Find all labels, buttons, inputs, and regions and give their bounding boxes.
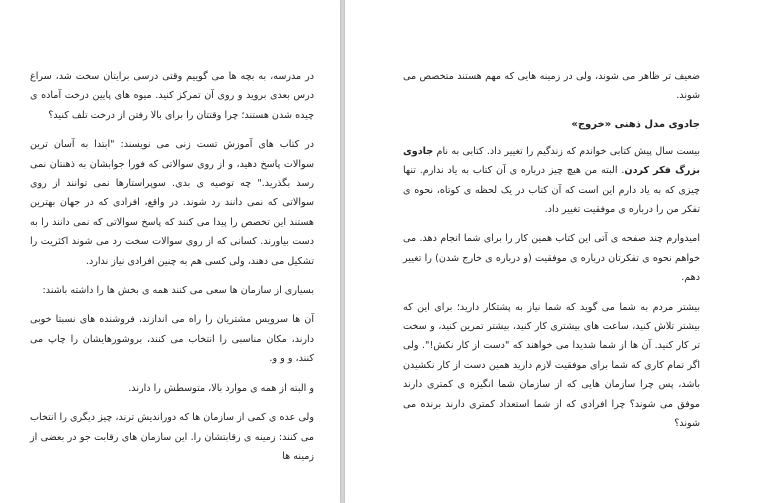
paragraph-1: در مدرسه، به بچه ها می گوییم وقتی درسی برایتان سخت شد، سراغ درس بعدی بروید و روی آن تمرکز کنید. میوه های پایین درخت آماده ی چیده شدن هستند؛ چرا وقتتان را برای بالا رفتن از درخت تلف کنید؟ — [30, 71, 314, 121]
text-column-right — [403, 67, 700, 444]
paragraph-3: بسیاری از سازمان ها سعی می کنند همه ی بخش ها را داشته باشند: — [42, 285, 314, 297]
paragraph-book — [403, 142, 700, 220]
book-text-before: بیست سال پیش کتابی خواندم که زندگیم را تغییر داد. کتابی به نام — [433, 145, 700, 157]
section-heading: جادوی مدل ذهنی «خروج» — [571, 118, 700, 130]
document-page-left — [0, 0, 340, 503]
paragraph-2: در کتاب های آموزش تست زنی می نویسند: "ابتدا به آسان ترین سوالات پاسخ دهید، و از روی سوالاتی که فورا جوابشان به ذهنتان نمی رسد بگذرید." چه توصیه ی بدی. سوپراستارها نمی توانند از روی سوالاتی که نمی دانند رد شوند. در واقع، افرادی که در جهان بهترین هستند این تخصص را پیدا می کنند که پاسخ سوالاتی که نمی دانند را به دست بیاورند. کسانی که از روی سوالات سخت رد می شوند اکثریت را تشکیل می دهند، ولی کسی هم به چنین افرادی نیاز ندارد. — [30, 139, 314, 267]
text-column-left — [30, 67, 314, 476]
paragraph-persistence: بیشتر مردم به شما می گوید که شما نیاز به پشتکار دارید؛ برای این که بیشتر تلاش کنید، ساعت های بیشتری کار کنید، بیشتر تمرین کنید، و سخت تر کار کنید. آن ها از شما شدیدا می خواهند که "دست از کار نکش!". ولی اگر تمام کاری که شما برای موفقیت لازم دارید همین دست از کار نکشیدن باشد، پس چرا سازمان هایی که از سازمان شما انگیزه ی کمتری دارند موفق می شوند؟ چرا افرادی که از شما استعداد کمتری دارند برنده می شوند؟ — [403, 301, 700, 430]
paragraph-4: آن ها سرویس مشتریان را راه می اندازند، فروشنده های نسبتا خوبی دارند، مکان مناسبی را انتخاب می کنند، بروشورهایشان را چاپ می کنند، و و و. — [30, 314, 314, 365]
intro-paragraph: ضعیف تر ظاهر می شوند، ولی در زمینه هایی که مهم هستند متخصص می شوند. — [403, 71, 700, 102]
book-text-after: . البته من هیچ چیز درباره ی آن کتاب به یاد ندارم. تنها چیزی که به یاد دارم این است که آن کتاب در یک لحظه ی کوتاه، نحوه ی تفکر من را درباره ی موفقیت تغییر داد. — [403, 165, 700, 216]
book-title: جادوی بزرگ فکر کردن — [403, 145, 700, 177]
paragraph-hope: امیدوارم چند صفحه ی آتی این کتاب همین کار را برای شما انجام دهد. می خواهم نحوه ی تفکرتان درباره ی موفقیت (و درباره ی خارج شدن) را تغییر دهم. — [403, 233, 700, 284]
paragraph-5: و البته از همه ی موارد بالا، متوسطش را دارند. — [128, 382, 314, 394]
paragraph-6: ولی عده ی کمی از سازمان ها که دوراندیش ترند، چیز دیگری را انتخاب می کنند: زمینه ی رقابتشان را. این سازمان های رقابت جو در بعضی از زمینه ها — [30, 412, 314, 462]
document-page-right — [345, 0, 768, 503]
